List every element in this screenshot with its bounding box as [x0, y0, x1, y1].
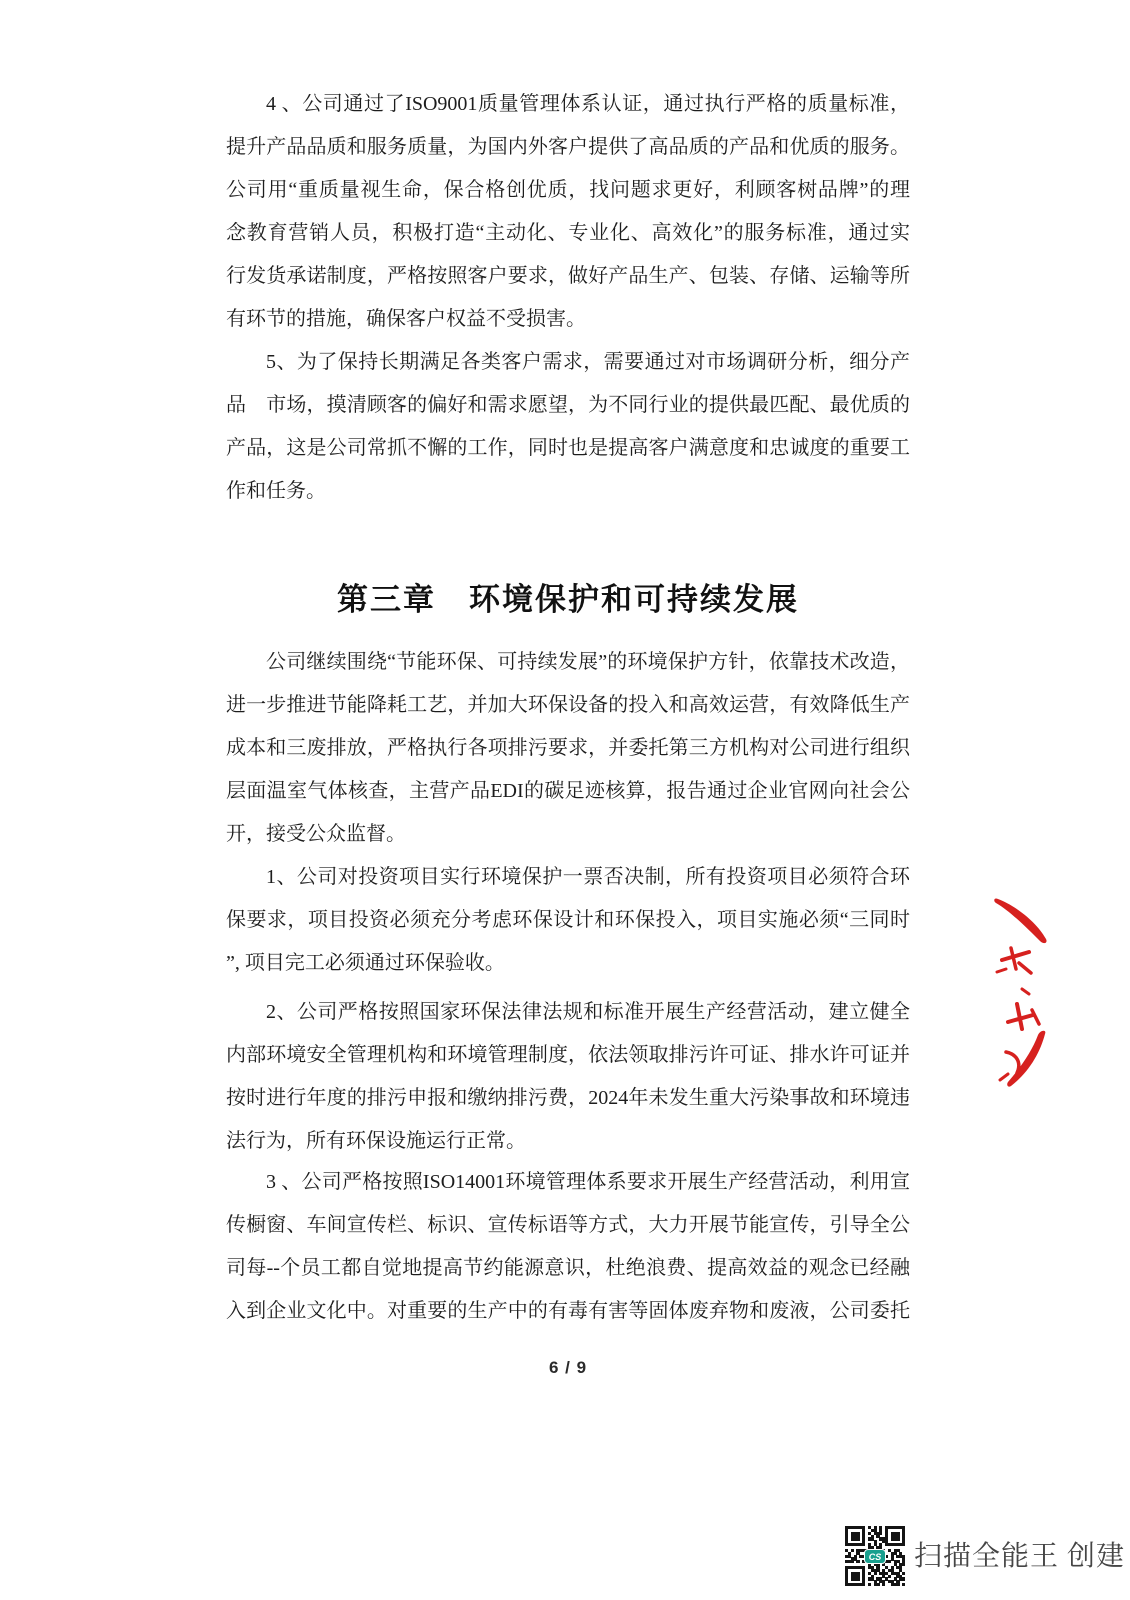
paragraph-line: 品 市场，摸清顾客的偏好和需求愿望，为不同行业的提供最匹配、最优质的: [226, 394, 910, 416]
chapter-3-item-3: [226, 1161, 910, 1333]
paragraph-line: 5、为了保持长期满足各类客户需求，需要通过对市场调研分析，细分产: [266, 351, 910, 373]
paragraph-line: 提升产品品质和服务质量，为国内外客户提供了高品质的产品和优质的服务。: [226, 136, 910, 158]
paragraph-line: 公司用“重质量视生命，保合格创优质，找问题求更好，利顾客树品牌”的理: [226, 179, 910, 201]
red-ink-signature-mark: [988, 893, 1060, 1089]
paragraph-line: 3 、公司严格按照ISO14001环境管理体系要求开展生产经营活动，利用宣: [266, 1171, 910, 1193]
paragraph-line: 内部环境安全管理机构和环境管理制度，依法领取排污许可证、排水许可证并: [226, 1044, 910, 1066]
paragraph-4: [226, 83, 910, 341]
paragraph-line: 司每--个员工都自觉地提高节约能源意识，杜绝浪费、提高效益的观念已经融: [226, 1257, 910, 1279]
paragraph-line: 产品，这是公司常抓不懈的工作，同时也是提高客户满意度和忠诚度的重要工: [226, 437, 910, 459]
paragraph-5: [226, 341, 910, 513]
paragraph-line: 作和任务。: [226, 480, 326, 502]
paragraph-line: 法行为，所有环保设施运行正常。: [226, 1130, 526, 1152]
qr-cs-badge: [864, 1549, 886, 1564]
paragraph-line: 开，接受公众监督。: [226, 823, 406, 845]
paragraph-line: 传橱窗、车间宣传栏、标识、宣传标语等方式，大力开展节能宣传，引导全公: [226, 1214, 910, 1236]
chapter-3-heading: 第三章 环境保护和可持续发展: [337, 582, 799, 617]
paragraph-line: 成本和三废排放，严格执行各项排污要求，并委托第三方机构对公司进行组织: [226, 737, 910, 759]
paragraph-line: 有环节的措施，确保客户权益不受损害。: [226, 308, 586, 330]
qr-badge-label: CS: [868, 1551, 882, 1562]
paragraph-line: 行发货承诺制度，严格按照客户要求，做好产品生产、包装、存储、运输等所: [226, 265, 910, 287]
paragraph-line: 念教育营销人员，积极打造“主动化、专业化、高效化”的服务标准，通过实: [226, 222, 910, 244]
paragraph-line: 层面温室气体核查，主营产品EDI的碳足迹核算，报告通过企业官网向社会公: [226, 780, 910, 802]
paragraph-line: 1、公司对投资项目实行环境保护一票否决制，所有投资项目必须符合环: [266, 866, 910, 888]
page-number: 6 / 9: [548, 1358, 588, 1377]
paragraph-line: 按时进行年度的排污申报和缴纳排污费，2024年未发生重大污染事故和环境违: [226, 1087, 910, 1109]
paragraph-line: 进一步推进节能降耗工艺，并加大环保设备的投入和高效运营，有效降低生产: [226, 694, 910, 716]
paragraph-line: 2、公司严格按照国家环保法律法规和标准开展生产经营活动，建立健全: [266, 1001, 910, 1023]
paragraph-line: 保要求，项目投资必须充分考虑环保设计和环保投入，项目实施必须“三同时: [226, 909, 910, 931]
chapter-3-item-2: [226, 991, 910, 1163]
chapter-3-item-1: [226, 856, 910, 985]
paragraph-line: ”, 项目完工必须通过环保验收。: [226, 952, 505, 974]
chapter-3-intro: [226, 641, 910, 856]
paragraph-line: 公司继续围绕“节能环保、可持续发展”的环境保护方针，依靠技术改造，: [266, 651, 910, 673]
paragraph-line: 入到企业文化中。对重要的生产中的有毒有害等固体废弃物和废液，公司委托: [226, 1300, 910, 1322]
paragraph-line: 4 、公司通过了ISO9001质量管理体系认证，通过执行严格的质量标准，: [266, 93, 910, 115]
scanner-watermark-text: 扫描全能王 创建: [914, 1541, 1126, 1572]
qr-code: [845, 1526, 905, 1586]
